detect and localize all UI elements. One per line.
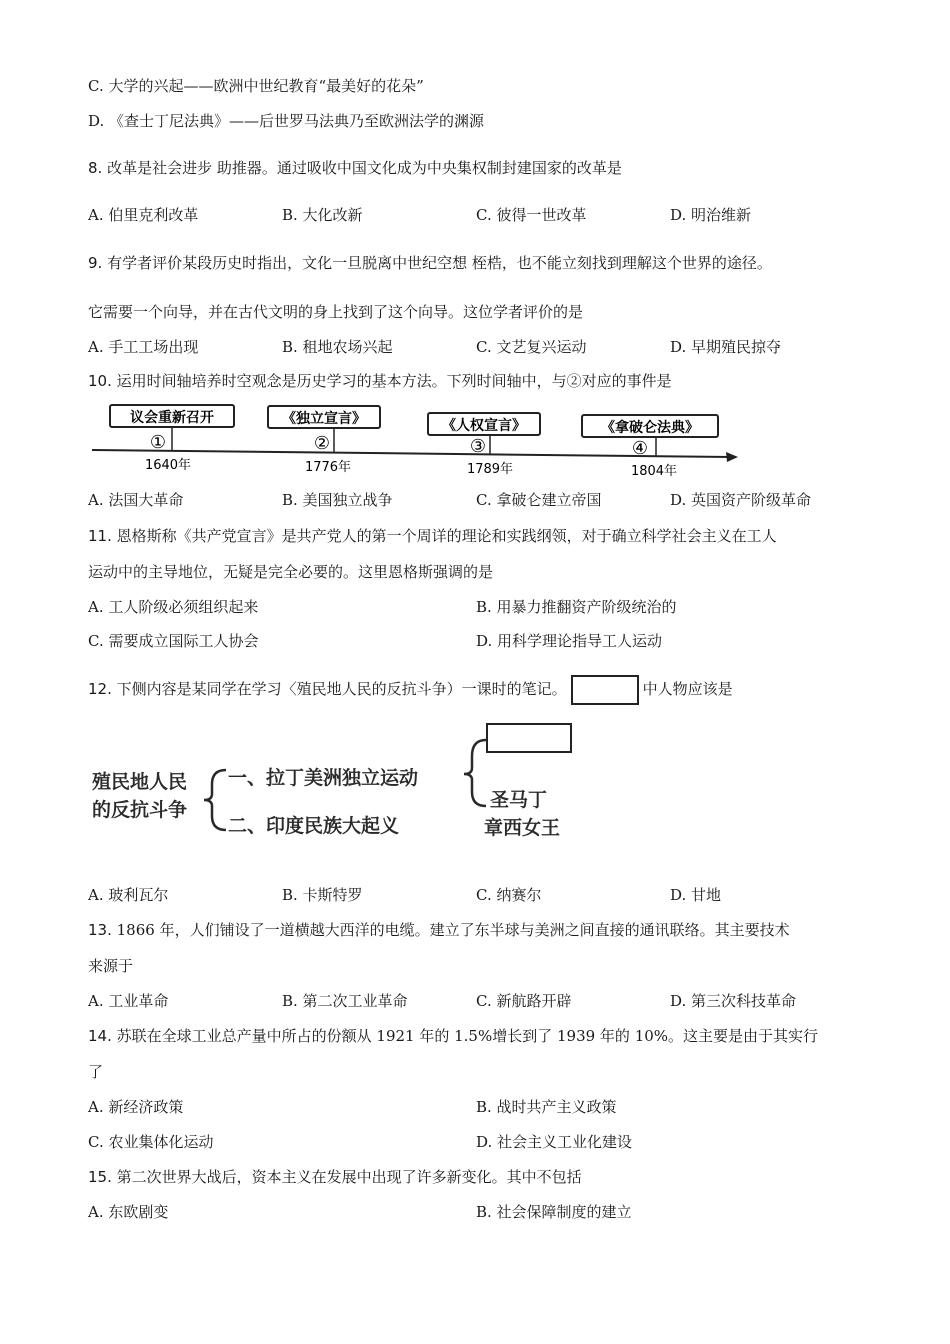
q11-number: 11. [88, 527, 112, 545]
q9-option-b: B. 租地农场兴起 [282, 338, 393, 356]
timeline-year-2: 1776年 [304, 460, 352, 475]
q8-stem [88, 158, 622, 178]
q10-stem [88, 371, 672, 391]
timeline-label-1: 议会重新召开 [130, 410, 214, 426]
timeline-year-3: 1789年 [466, 462, 514, 477]
q10-number: 10. [88, 372, 112, 390]
q11-stem [88, 526, 777, 546]
timeline-year-1: 1640年 [144, 458, 192, 473]
q14-stem [88, 1026, 818, 1046]
q14-option-d: D. 社会主义工业化建设 [476, 1133, 633, 1151]
q11-option-c: C. 需要成立国际工人协会 [88, 632, 259, 650]
notes-leaf-1: 圣马丁 [490, 789, 548, 811]
q11-option-a: A. 工人阶级必须组织起来 [88, 598, 259, 616]
q14-option-c: C. 农业集体化运动 [88, 1133, 214, 1151]
q14-text-2: 了 [88, 1063, 104, 1081]
q13-option-c: C. 新航路开辟 [476, 992, 572, 1010]
q13-stem [88, 920, 790, 940]
notes-root-line-1: 殖民地人民 [92, 771, 188, 793]
notes-leaf-2: 章西女王 [484, 817, 561, 839]
q9-text-1: 有学者评价某段历史时指出，文化一旦脱离中世纪空想 桎梏，也不能立刻找到理解这个世界的途径。 [102, 254, 772, 272]
q9-text-2: 它需要一个向导，并在古代文明的身上找到了这个向导。这位学者评价的是 [88, 303, 584, 321]
q11-option-b: B. 用暴力推翻资产阶级统治的 [476, 598, 677, 616]
q14-text-1: 苏联在全球工业总产量中所占的份额从 1921 年的 1.5%增长到了 1939 年的 10%。这主要是由于其实行 [111, 1027, 819, 1045]
q9-stem [88, 253, 772, 273]
timeline-event-1 [110, 405, 234, 473]
q8-text: 改革是社会进步 助推器。通过吸收中国文化成为中央集权制封建国家的改革是 [102, 159, 622, 177]
notes-branch-2: 二、印度民族大起义 [228, 815, 400, 837]
q14-option-b: B. 战时共产主义政策 [476, 1098, 617, 1116]
q12-option-d: D. 甘地 [670, 886, 722, 904]
q9-option-d: D. 早期殖民掠夺 [670, 338, 782, 356]
q12-stem [88, 674, 733, 705]
q14-number: 14. [88, 1027, 112, 1045]
q10-option-c: C. 拿破仑建立帝国 [476, 491, 602, 509]
q8-option-d: D. 明治维新 [670, 206, 752, 224]
timeline-event-4 [582, 415, 718, 478]
q8-option-a: A. 伯里克利改革 [88, 206, 199, 224]
timeline-label-3: 《人权宣言》 [442, 418, 526, 434]
q12-text-b: 中人物应该是 [642, 680, 733, 698]
q12-notes-figure [88, 718, 608, 848]
q12-number: 12. [88, 680, 112, 698]
q9-option-a: A. 手工工场出现 [88, 338, 199, 356]
q9-option-c: C. 文艺复兴运动 [476, 338, 587, 356]
q12-text-a: 下侧内容是某同学在学习〈殖民地人民的反抗斗争）一课时的笔记。 [111, 680, 567, 698]
q15-stem [88, 1167, 582, 1187]
timeline-event-2 [268, 406, 380, 475]
q13-option-a: A. 工业革命 [88, 992, 169, 1010]
q12-option-a: A. 玻利瓦尔 [88, 886, 169, 904]
q10-text: 运用时间轴培养时空观念是历史学习的基本方法。下列时间轴中，与②对应的事件是 [111, 372, 672, 390]
q13-option-d: D. 第三次科技革命 [670, 992, 797, 1010]
q8-number: 8. [88, 159, 103, 177]
q11-text-1: 恩格斯称《共产党宣言》是共产党人的第一个周详的理论和实践纲领，对于确立科学社会主义在工人 [111, 527, 777, 545]
q10-option-a: A. 法国大革命 [88, 491, 184, 509]
q10-option-d: D. 英国资产阶级革命 [670, 491, 812, 509]
notes-root-line-2: 的反抗斗争 [92, 799, 188, 821]
timeline-mark-3: ③ [469, 436, 487, 457]
timeline-year-4: 1804年 [630, 464, 678, 478]
q10-option-b: B. 美国独立战争 [282, 491, 393, 509]
timeline-mark-4: ④ [631, 438, 649, 459]
q15-option-b: B. 社会保障制度的建立 [476, 1203, 632, 1221]
q15-number: 15. [88, 1168, 112, 1186]
q8-option-b: B. 大化改新 [282, 206, 363, 224]
q7-option-d: D. 《查士丁尼法典》——后世罗马法典乃至欧洲法学的渊源 [88, 112, 485, 130]
q15-option-a: A. 东欧剧变 [88, 1203, 169, 1221]
timeline-mark-1: ① [149, 432, 167, 453]
q12-option-b: B. 卡斯特罗 [282, 886, 363, 904]
timeline-mark-2: ② [313, 433, 331, 454]
q13-number: 13. [88, 921, 112, 939]
q15-text: 第二次世界大战后，资本主义在发展中出现了许多新变化。其中不包括 [111, 1168, 582, 1186]
q9-number: 9. [88, 254, 103, 272]
q12-option-c: C. 纳赛尔 [476, 886, 542, 904]
q13-text-2: 来源于 [88, 957, 134, 975]
timeline-label-2: 《独立宣言》 [282, 411, 366, 427]
answer-blank-box [571, 675, 639, 705]
q13-option-b: B. 第二次工业革命 [282, 992, 408, 1010]
q13-text-1: 1866 年，人们铺设了一道横越大西洋的电缆。建立了东半球与美洲之间直接的通讯联络。其主要技术 [111, 921, 790, 939]
q8-option-c: C. 彼得一世改革 [476, 206, 587, 224]
q7-option-c: C. 大学的兴起——欧洲中世纪教育“最美好的花朵” [88, 77, 424, 95]
q11-option-d: D. 用科学理论指导工人运动 [476, 632, 663, 650]
timeline-label-4: 《拿破仑法典》 [601, 420, 699, 436]
timeline-event-3 [428, 413, 540, 477]
q11-text-2: 运动中的主导地位，无疑是完全必要的。这里恩格斯强调的是 [88, 563, 494, 581]
timeline-figure [88, 398, 748, 478]
q14-option-a: A. 新经济政策 [88, 1098, 184, 1116]
notes-branch-1: 一、拉丁美洲独立运动 [228, 767, 419, 789]
